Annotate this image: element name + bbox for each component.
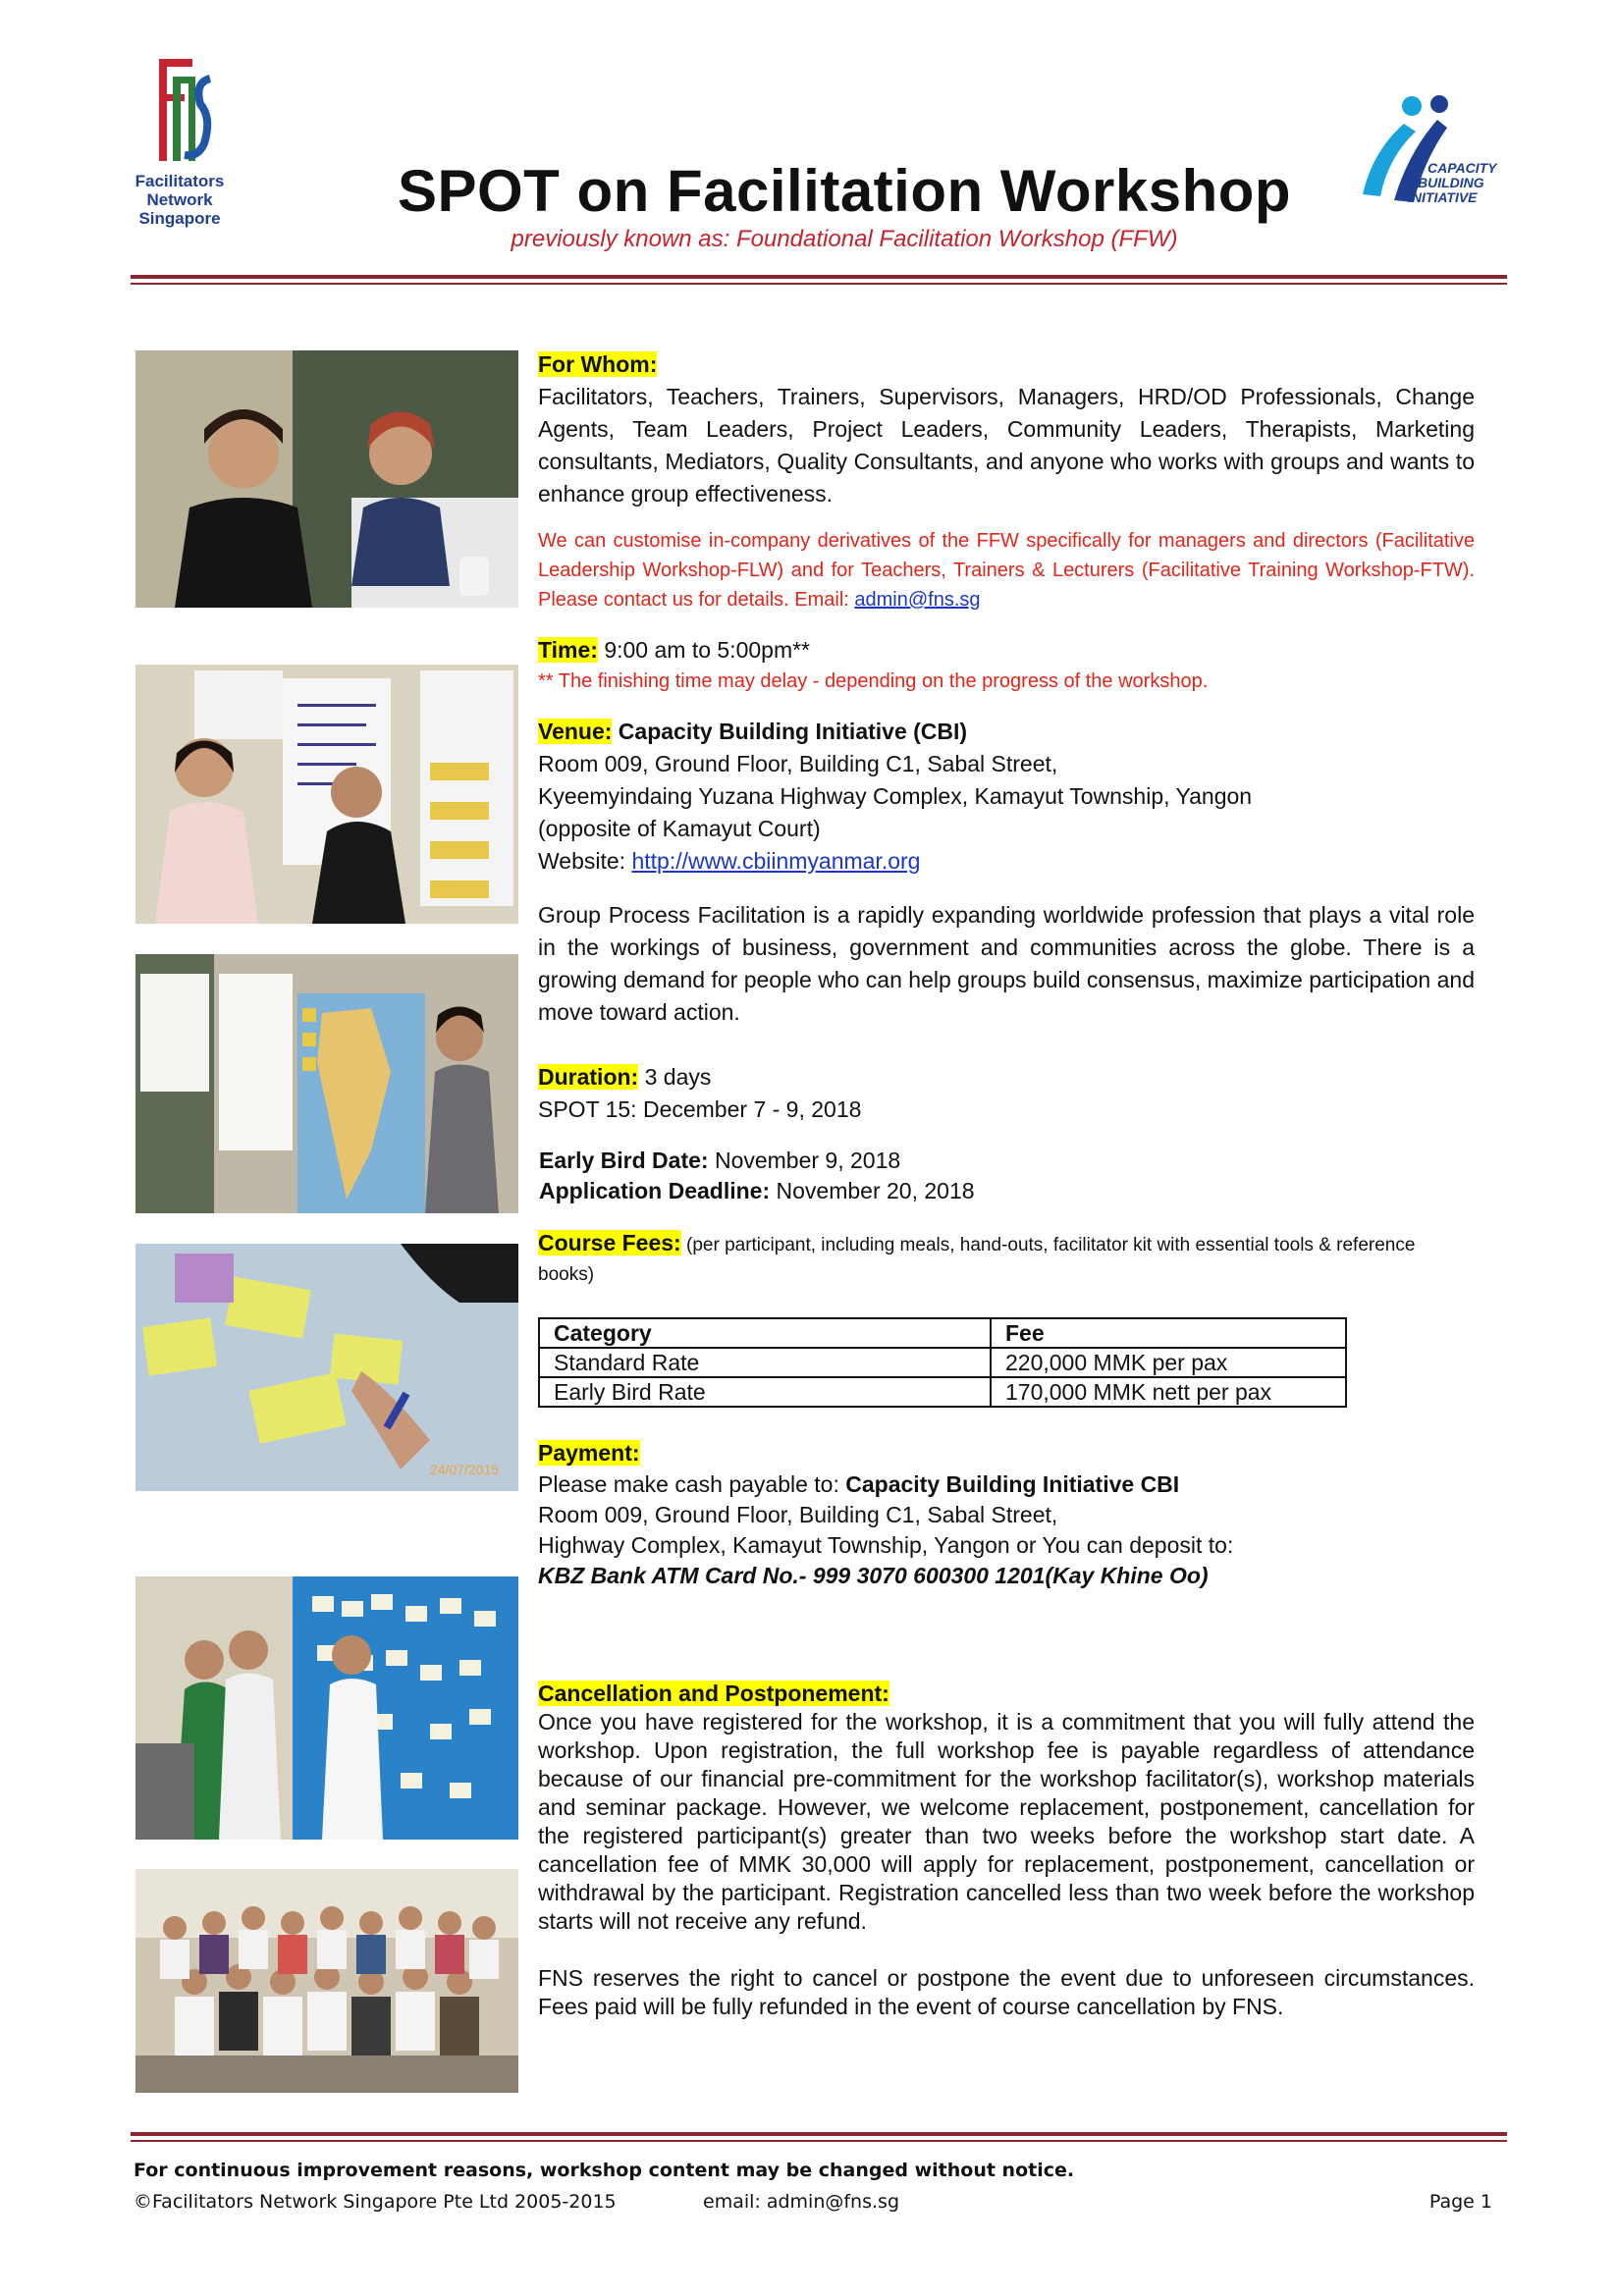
for-whom-section [538,348,1475,381]
venue-name: Capacity Building Initiative (CBI) [612,719,968,744]
cancellation-section [538,1680,1475,1708]
time-label: Time: [538,637,598,663]
venue-address-line: Kyeemyindaing Yuzana Highway Complex, Kamayut Township, Yangon [538,783,1253,809]
cancellation-label: Cancellation and Postponement: [538,1681,889,1706]
fns-logo-line: Singapore [138,209,221,228]
photo-participants-smiling [135,350,518,608]
for-whom-text: Facilitators, Teachers, Trainers, Supervisors, Managers, HRD/OD Professionals, Change Agents, Team Leaders, Project Leaders, Community Leaders, Therapists, Marketing consultants, Mediators, Quality Consultants, and anyone who works with groups and wants to enhance group effectiveness. [538,384,1475,507]
payment-address-line: Highway Complex, Kamayut Township, Yangon or You can deposit to: [538,1532,1234,1558]
table-cell: 220,000 MMK per pax [991,1348,1346,1377]
table-cell: Standard Rate [539,1348,991,1377]
course-fees-label: Course Fees: [538,1230,681,1255]
cbi-logo-line: BUILDING [1418,175,1484,190]
early-bird-date [539,1146,1475,1176]
time-section [538,634,1475,667]
page-number: Page 1 [1428,2191,1492,2213]
early-bird-value: November 9, 2018 [708,1148,901,1173]
deadline-value: November 20, 2018 [770,1178,975,1203]
page-subtitle: previously known as: Foundational Facilitation Workshop (FFW) [511,226,1178,252]
bank-details: KBZ Bank ATM Card No.- 999 3070 600300 1201(Kay Khine Oo) [538,1563,1209,1588]
venue-address-line: Room 009, Ground Floor, Building C1, Sabal Street, [538,751,1058,776]
header-divider [131,275,1507,285]
venue-website [538,845,1475,878]
footer-email: email: admin@fns.sg [703,2191,900,2213]
website-link[interactable]: http://www.cbiinmyanmar.org [631,848,921,874]
course-fees-section [538,1228,1475,1290]
fns-logo-line: Network [146,190,213,209]
course-fees-note: (per participant, including meals, hand-outs, facilitator kit with essential tools & reference books) [538,1235,1416,1285]
fns-logo-line: Facilitators [135,172,225,190]
footer-copyright: ©Facilitators Network Singapore Pte Ltd 2005-2015 [134,2191,617,2213]
duration-section [538,1061,1475,1094]
table-row [539,1348,1346,1377]
photo-presentation-board [135,1576,518,1840]
footer-notice: For continuous improvement reasons, workshop content may be changed without notice. [134,2160,1075,2181]
venue-section [538,716,1475,748]
custom-workshop-note [538,526,1475,614]
application-deadline [539,1176,1475,1206]
photo-writing-cards [135,1244,518,1491]
photo-date-stamp: 24/07/2015 [430,1462,500,1477]
table-header-row [539,1318,1346,1348]
footer-divider [131,2132,1507,2142]
fns-monogram-icon [116,57,243,165]
venue-address-line: (opposite of Kamayut Court) [538,816,821,841]
deadline-label: Application Deadline: [539,1178,771,1203]
cbi-logo-line: INITIATIVE [1408,189,1478,205]
custom-workshop-text: We can customise in-company derivatives of the FFW specifically for managers and directors (Facilitative Leadership Workshop-FLW) and for Teachers, Trainers & Lecturers (Facilitative Training Workshop-FTW). Please contact us for details. Email: [538,530,1475,611]
time-note: ** The finishing time may delay - depending on the progress of the workshop. [538,670,1209,692]
contact-email-link[interactable]: admin@fns.sg [854,589,981,611]
photo-map-discussion [135,954,518,1213]
payment-address-line: Room 009, Ground Floor, Building C1, Sabal Street, [538,1502,1058,1527]
payment-payee-name: Capacity Building Initiative CBI [845,1471,1180,1497]
early-bird-label: Early Bird Date: [539,1148,709,1173]
payment-label: Payment: [538,1440,640,1466]
fns-logo [116,57,243,228]
table-cell: 170,000 MMK nett per pax [991,1377,1346,1407]
intro-paragraph: Group Process Facilitation is a rapidly expanding worldwide profession that plays a vital role in the workings of business, government and communities across the globe. There is a growing demand for people who can help groups build consensus, maximize participation and move toward action. [538,902,1475,1025]
photo-presenter-at-flipchart [135,665,518,924]
payment-payee [538,1469,1475,1500]
cancellation-text-2: FNS reserves the right to cancel or postpone the event due to unforeseen circumstances. Fees paid will be fully refunded in the event of course cancellation by FNS. [538,1965,1475,2019]
table-row [539,1377,1346,1407]
table-header-cell: Category [539,1318,991,1348]
venue-label: Venue: [538,719,613,744]
payment-prefix: Please make cash payable to: [538,1471,846,1497]
cancellation-text: Once you have registered for the workshop, it is a commitment that you will fully attend the workshop. Upon registration, the full workshop fee is payable regardless of attendance because of our financial pre-commitment for the workshop facilitator(s), workshop materials and seminar package. However, we welcome replacement, postponement, cancellation for the registered participant(s) greater than two weeks before the workshop start date. A cancellation fee of MMK 30,000 will apply for replacement, postponement, cancellation or withdrawal by the participant. Registration cancelled less than two week before the workshop starts will not receive any refund. [538,1709,1475,1934]
duration-value: 3 days [638,1064,712,1090]
page-title: SPOT on Facilitation Workshop [397,158,1292,224]
website-label: Website: [538,848,632,874]
photo-group-picture [135,1869,518,2093]
cbi-logo-line: CAPACITY [1427,160,1497,176]
for-whom-label: For Whom: [538,351,658,377]
table-cell: Early Bird Rate [539,1377,991,1407]
spot-dates: SPOT 15: December 7 - 9, 2018 [538,1096,862,1122]
cbi-logo [1343,92,1500,210]
table-header-cell: Fee [991,1318,1346,1348]
duration-label: Duration: [538,1064,639,1090]
payment-section [538,1437,1475,1469]
time-value: 9:00 am to 5:00pm** [597,637,811,663]
fee-table [538,1317,1347,1408]
